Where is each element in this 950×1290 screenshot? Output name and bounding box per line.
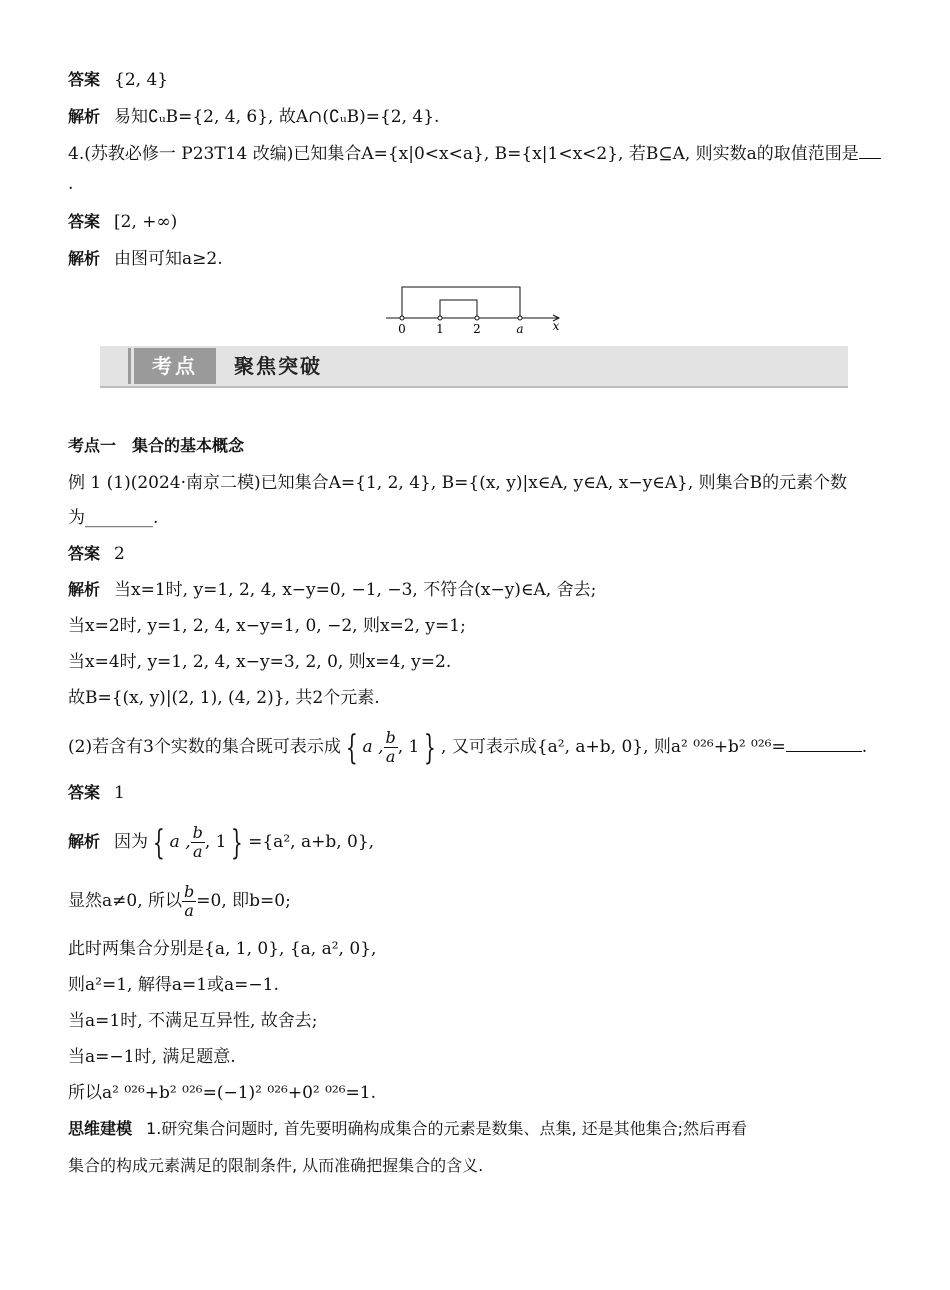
ex1-analysis-line: 解析 当x=1时, y=1, 2, 4, x−y=0, −1, −3, 不符合(x−y)∈A, 舍去; — [68, 580, 597, 600]
ex1-analysis-4: 故B={(x, y)|(2, 1), (4, 2)}, 共2个元素. — [68, 688, 380, 708]
point-0 — [400, 316, 404, 320]
banner-title: 聚焦突破 — [234, 354, 322, 378]
tick-a: a — [516, 322, 524, 336]
ex1-analysis-2: 当x=2时, y=1, 2, 4, x−y=1, 0, −2, 则x=2, y=1; — [68, 616, 466, 636]
answer-blank — [859, 142, 881, 159]
q3-answer-line — [68, 68, 168, 92]
axis-var: x — [552, 319, 560, 333]
section-banner — [100, 346, 848, 388]
ex2-analysis-7: 所以a² ⁰²⁶+b² ⁰²⁶=(−1)² ⁰²⁶+0² ⁰²⁶=1. — [68, 1083, 377, 1103]
ex2-analysis-3: 此时两集合分别是{a, 1, 0}, {a, a², 0}, — [68, 939, 377, 959]
tick-2: 2 — [473, 322, 481, 336]
q4-analysis-line: 解析 由图可知a≥2. — [68, 249, 223, 269]
point-1 — [438, 316, 442, 320]
model-label: 思维建模 — [68, 1119, 133, 1138]
ex2-analysis-4: 则a²=1, 解得a=1或a=−1. — [68, 975, 279, 995]
banner-tag: 考点 — [134, 348, 216, 384]
q4-stem: 4.(苏教必修一 P23T14 改编)已知集合A={x|0<x<a}, B={x|1<x<2}, 若B⊆A, 则实数a的取值范围是 — [68, 142, 881, 166]
model-line-2: 集合的构成元素满足的限制条件, 从而准确把握集合的含义. — [68, 1156, 484, 1175]
answer-blank — [786, 735, 862, 752]
q3-answer: {2, 4} — [114, 70, 169, 90]
answer-label: 答案 — [68, 70, 101, 89]
fraction-b-over-a: $\frac{b}{a}$ — [385, 728, 396, 766]
number-line-figure — [380, 282, 570, 338]
analysis-label: 解析 — [68, 107, 101, 126]
model-line-1: 思维建模 1.研究集合问题时, 首先要明确构成集合的元素是数集、点集, 还是其他集合;然后再看 — [68, 1119, 748, 1138]
point-a — [518, 316, 522, 320]
ex2-analysis-2: 显然a≠0, 所以 $\frac{b}{a}$ =0, 即b=0; — [68, 882, 291, 920]
ex1-stem-1: 例 1 (1)(2024·南京二模)已知集合A={1, 2, 4}, B={(x, y)|x∈A, y∈A, x−y∈A}, 则集合B的元素个数 — [68, 473, 848, 493]
ex1-answer-line: 答案 2 — [68, 544, 125, 564]
tick-1: 1 — [436, 322, 444, 336]
set-b-bracket — [440, 300, 477, 318]
ex2-answer-line: 答案 1 — [68, 783, 125, 803]
ex2-analysis-6: 当a=−1时, 满足题意. — [68, 1047, 236, 1067]
left-brace: { — [345, 727, 358, 768]
q4-stem-end: . — [68, 174, 74, 194]
section-heading: 考点一 集合的基本概念 — [68, 436, 245, 455]
set-a-bracket — [402, 287, 520, 318]
q3-analysis: 易知∁ᵤB={2, 4, 6}, 故A∩(∁ᵤB)={2, 4}. — [114, 107, 440, 127]
q4-answer-line: 答案 [2, +∞) — [68, 212, 178, 232]
point-2 — [475, 316, 479, 320]
ex2-answer: 1 — [114, 783, 125, 803]
ex1-analysis-3: 当x=4时, y=1, 2, 4, x−y=3, 2, 0, 则x=4, y=2. — [68, 652, 452, 672]
ex1-stem-2: 为________. — [68, 508, 159, 528]
ex1-analysis-1: 当x=1时, y=1, 2, 4, x−y=0, −1, −3, 不符合(x−y)∈A, 舍去; — [114, 580, 597, 600]
q4-analysis: 由图可知a≥2. — [114, 249, 223, 269]
tick-0: 0 — [398, 322, 406, 336]
q3-analysis-line — [68, 105, 439, 129]
right-brace: } — [424, 727, 437, 768]
ex2-analysis-5: 当a=1时, 不满足互异性, 故舍去; — [68, 1011, 318, 1031]
q4-answer: [2, +∞) — [114, 212, 178, 232]
ex1-answer: 2 — [114, 544, 125, 564]
ex2-stem: (2)若含有3个实数的集合既可表示成 { a , $\frac{b}{a}$ , 1 } , 又可表示成{a², a+b, 0}, 则a² ⁰²⁶+b² ⁰²⁶= . — [68, 727, 868, 768]
ex2-analysis-line: 解析 因为 { a , $\frac{b}{a}$ , 1 } ={a², a+b, 0}, — [68, 822, 375, 863]
